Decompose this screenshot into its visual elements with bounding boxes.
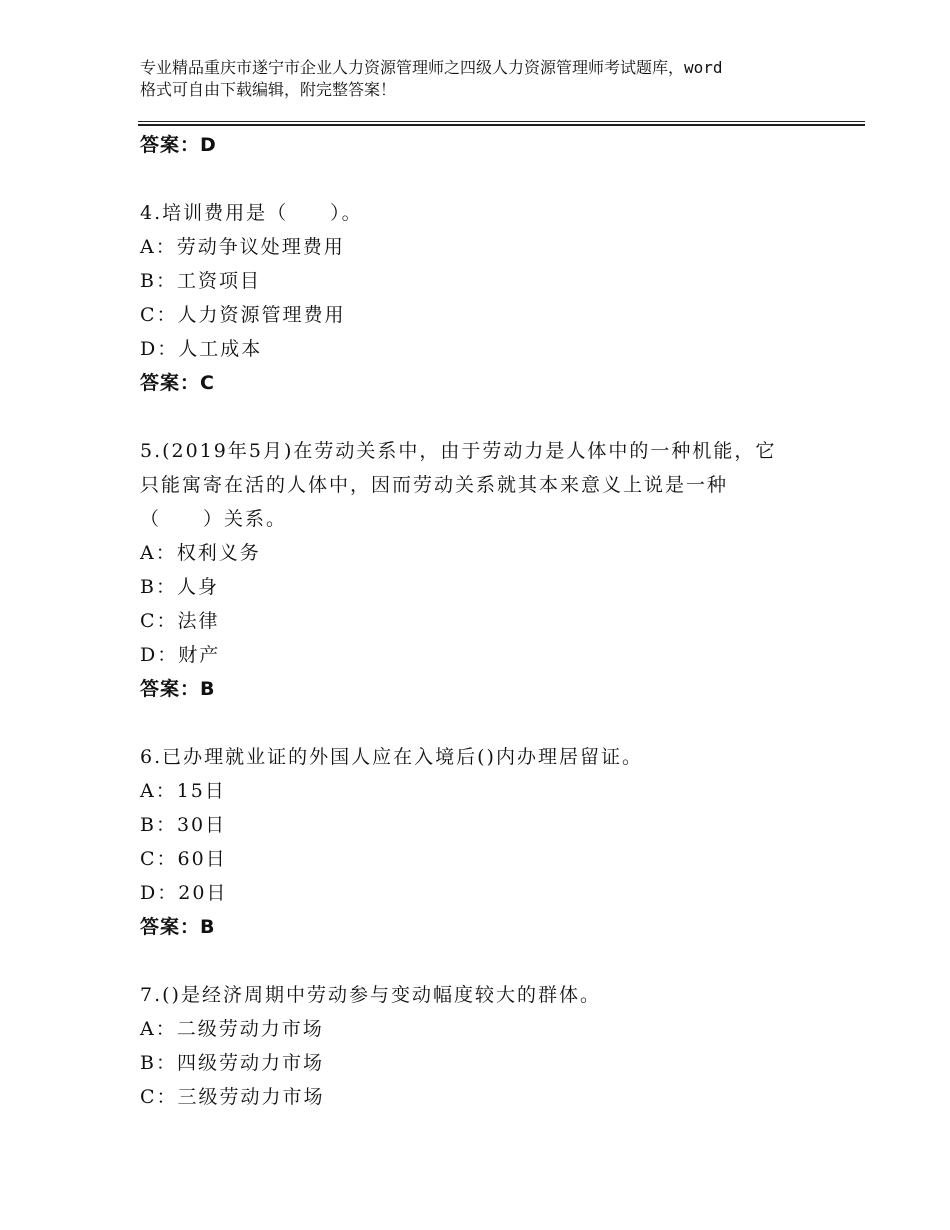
option-a: A：权利义务 xyxy=(140,542,261,564)
option-d: D：财产 xyxy=(140,644,221,666)
option-b: B：工资项目 xyxy=(140,270,261,292)
question-stem: 6.已办理就业证的外国人应在入境后()内办理居留证。 xyxy=(140,746,643,768)
answer: 答案：B xyxy=(140,678,216,700)
question-4 xyxy=(140,196,840,400)
spacer xyxy=(140,162,840,196)
option-c: C：法律 xyxy=(140,610,220,632)
spacer xyxy=(140,400,840,434)
option-b: B：人身 xyxy=(140,576,219,598)
question-list xyxy=(140,128,840,1114)
question-stem: 7.()是经济周期中劳动参与变动幅度较大的群体。 xyxy=(140,984,601,1006)
question-7 xyxy=(140,978,840,1114)
option-d: D：人工成本 xyxy=(140,338,263,360)
header-line-2: 格式可自由下载编辑，附完整答案！ xyxy=(140,80,397,99)
spacer xyxy=(140,944,840,978)
option-b: B：30日 xyxy=(140,814,227,836)
option-a: A：15日 xyxy=(140,780,226,802)
answer: 答案：C xyxy=(140,372,215,394)
header-rule-thick xyxy=(138,124,865,126)
question-stem-continued: 只能寓寄在活的人体中，因而劳动关系就其本来意义上说是一种 xyxy=(140,474,729,496)
header-rule-thin xyxy=(138,121,865,122)
question-5 xyxy=(140,434,840,706)
option-b: B：四级劳动力市场 xyxy=(140,1052,324,1074)
option-d: D：20日 xyxy=(140,882,228,904)
question-stem: 5.(2019年5月)在劳动关系中，由于劳动力是人体中的一种机能，它 xyxy=(140,440,777,462)
option-c: C：60日 xyxy=(140,848,227,870)
spacer xyxy=(140,706,840,740)
option-c: C：三级劳动力市场 xyxy=(140,1086,325,1108)
answer: 答案：B xyxy=(140,916,216,938)
option-a: A：劳动争议处理费用 xyxy=(140,236,345,258)
question-stem: 4.培训费用是（ ）。 xyxy=(140,202,363,224)
question-6 xyxy=(140,740,840,944)
header-line-1: 专业精品重庆市遂宁市企业人力资源管理师之四级人力资源管理师考试题库，word xyxy=(140,58,723,77)
question-stem-continued: （ ）关系。 xyxy=(140,508,288,530)
option-a: A：二级劳动力市场 xyxy=(140,1018,324,1040)
answer-previous: 答案：D xyxy=(140,134,217,156)
option-c: C：人力资源管理费用 xyxy=(140,304,346,326)
document-header xyxy=(140,57,840,101)
